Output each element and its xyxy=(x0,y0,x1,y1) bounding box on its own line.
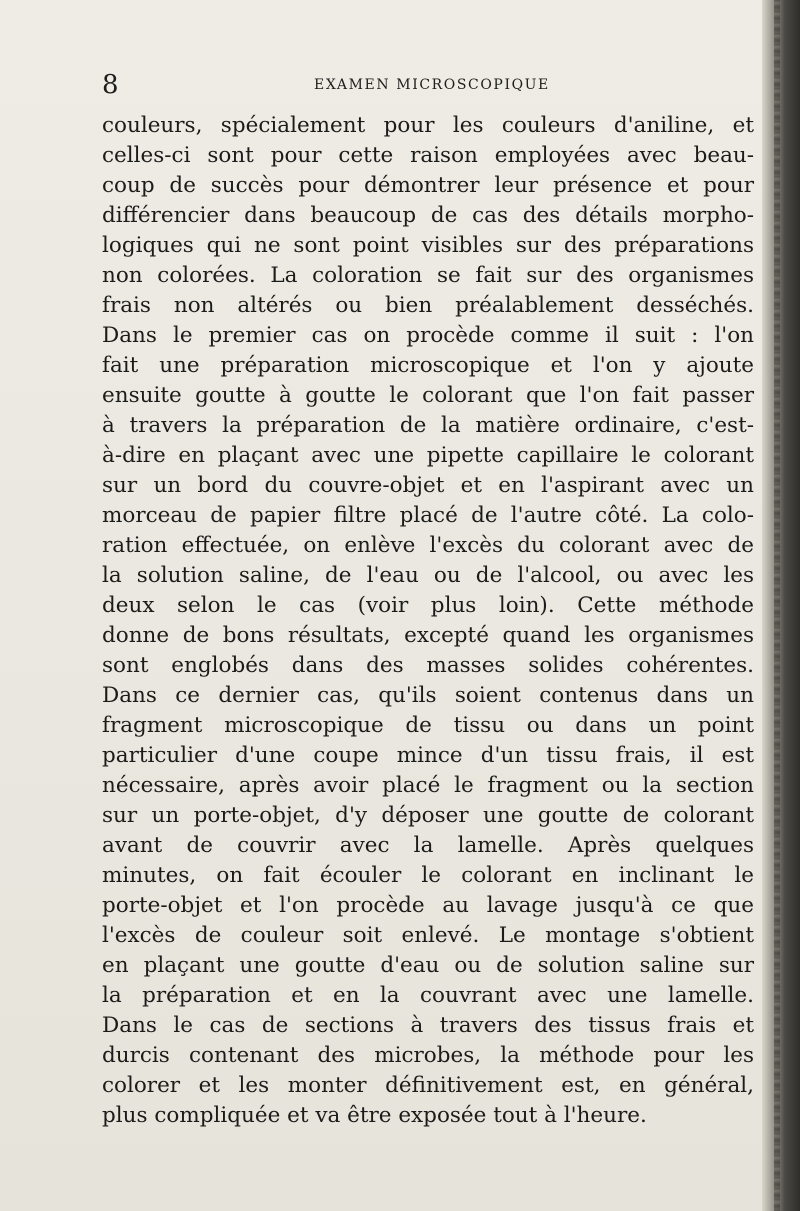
text-line: colorer et les monter définitivement est, en général, xyxy=(102,1073,754,1098)
text-line: couleurs, spécialement pour les couleurs d'aniline, et xyxy=(102,113,754,138)
text-line: particulier d'une coupe mince d'un tissu frais, il est xyxy=(102,743,754,768)
book-binding-edge xyxy=(762,0,800,1211)
running-head: EXAMEN MICROSCOPIQUE xyxy=(314,77,550,93)
text-line: la solution saline, de l'eau ou de l'alcool, ou avec les xyxy=(102,563,754,588)
text-line: deux selon le cas (voir plus loin). Cette méthode xyxy=(102,593,754,618)
text-line: nécessaire, après avoir placé le fragment ou la section xyxy=(102,773,754,798)
text-line: donne de bons résultats, excepté quand les organismes xyxy=(102,623,754,648)
text-line: morceau de papier filtre placé de l'autre côté. La colo- xyxy=(102,503,754,528)
text-line: Dans ce dernier cas, qu'ils soient contenus dans un xyxy=(102,683,754,708)
text-line: Dans le cas de sections à travers des tissus frais et xyxy=(102,1013,754,1038)
text-line: fragment microscopique de tissu ou dans un point xyxy=(102,713,754,738)
text-line: fait une préparation microscopique et l'on y ajoute xyxy=(102,353,754,378)
text-line: porte-objet et l'on procède au lavage jusqu'à ce que xyxy=(102,893,754,918)
page-header xyxy=(102,70,692,100)
text-line: sur un bord du couvre-objet et en l'aspirant avec un xyxy=(102,473,754,498)
text-line: plus compliquée et va être exposée tout à l'heure. xyxy=(102,1103,647,1128)
text-line: Dans le premier cas on procède comme il suit : l'on xyxy=(102,323,754,348)
text-line: différencier dans beaucoup de cas des détails morpho- xyxy=(102,203,754,228)
text-line: sur un porte-objet, d'y déposer une goutte de colorant xyxy=(102,803,754,828)
text-line: sont englobés dans des masses solides cohérentes. xyxy=(102,653,754,678)
text-line: à travers la préparation de la matière ordinaire, c'est- xyxy=(102,413,754,438)
text-line: à-dire en plaçant avec une pipette capillaire le colorant xyxy=(102,443,754,468)
text-line: ensuite goutte à goutte le colorant que l'on fait passer xyxy=(102,383,754,408)
text-line: en plaçant une goutte d'eau ou de solution saline sur xyxy=(102,953,754,978)
text-line: avant de couvrir avec la lamelle. Après quelques xyxy=(102,833,754,858)
binding-shadow xyxy=(774,0,780,1211)
text-line: celles-ci sont pour cette raison employées avec beau- xyxy=(102,143,754,168)
text-line: non colorées. La coloration se fait sur des organismes xyxy=(102,263,754,288)
text-line: logiques qui ne sont point visibles sur des préparations xyxy=(102,233,754,258)
text-line: durcis contenant des microbes, la méthode pour les xyxy=(102,1043,754,1068)
text-line: frais non altérés ou bien préalablement desséchés. xyxy=(102,293,754,318)
page-number: 8 xyxy=(102,70,119,100)
text-line: l'excès de couleur soit enlevé. Le montage s'obtient xyxy=(102,923,754,948)
text-line: la préparation et en la couvrant avec une lamelle. xyxy=(102,983,754,1008)
text-line: coup de succès pour démontrer leur présence et pour xyxy=(102,173,754,198)
text-line: minutes, on fait écouler le colorant en inclinant le xyxy=(102,863,754,888)
text-line: ration effectuée, on enlève l'excès du colorant avec de xyxy=(102,533,754,558)
body-text xyxy=(102,111,754,1131)
